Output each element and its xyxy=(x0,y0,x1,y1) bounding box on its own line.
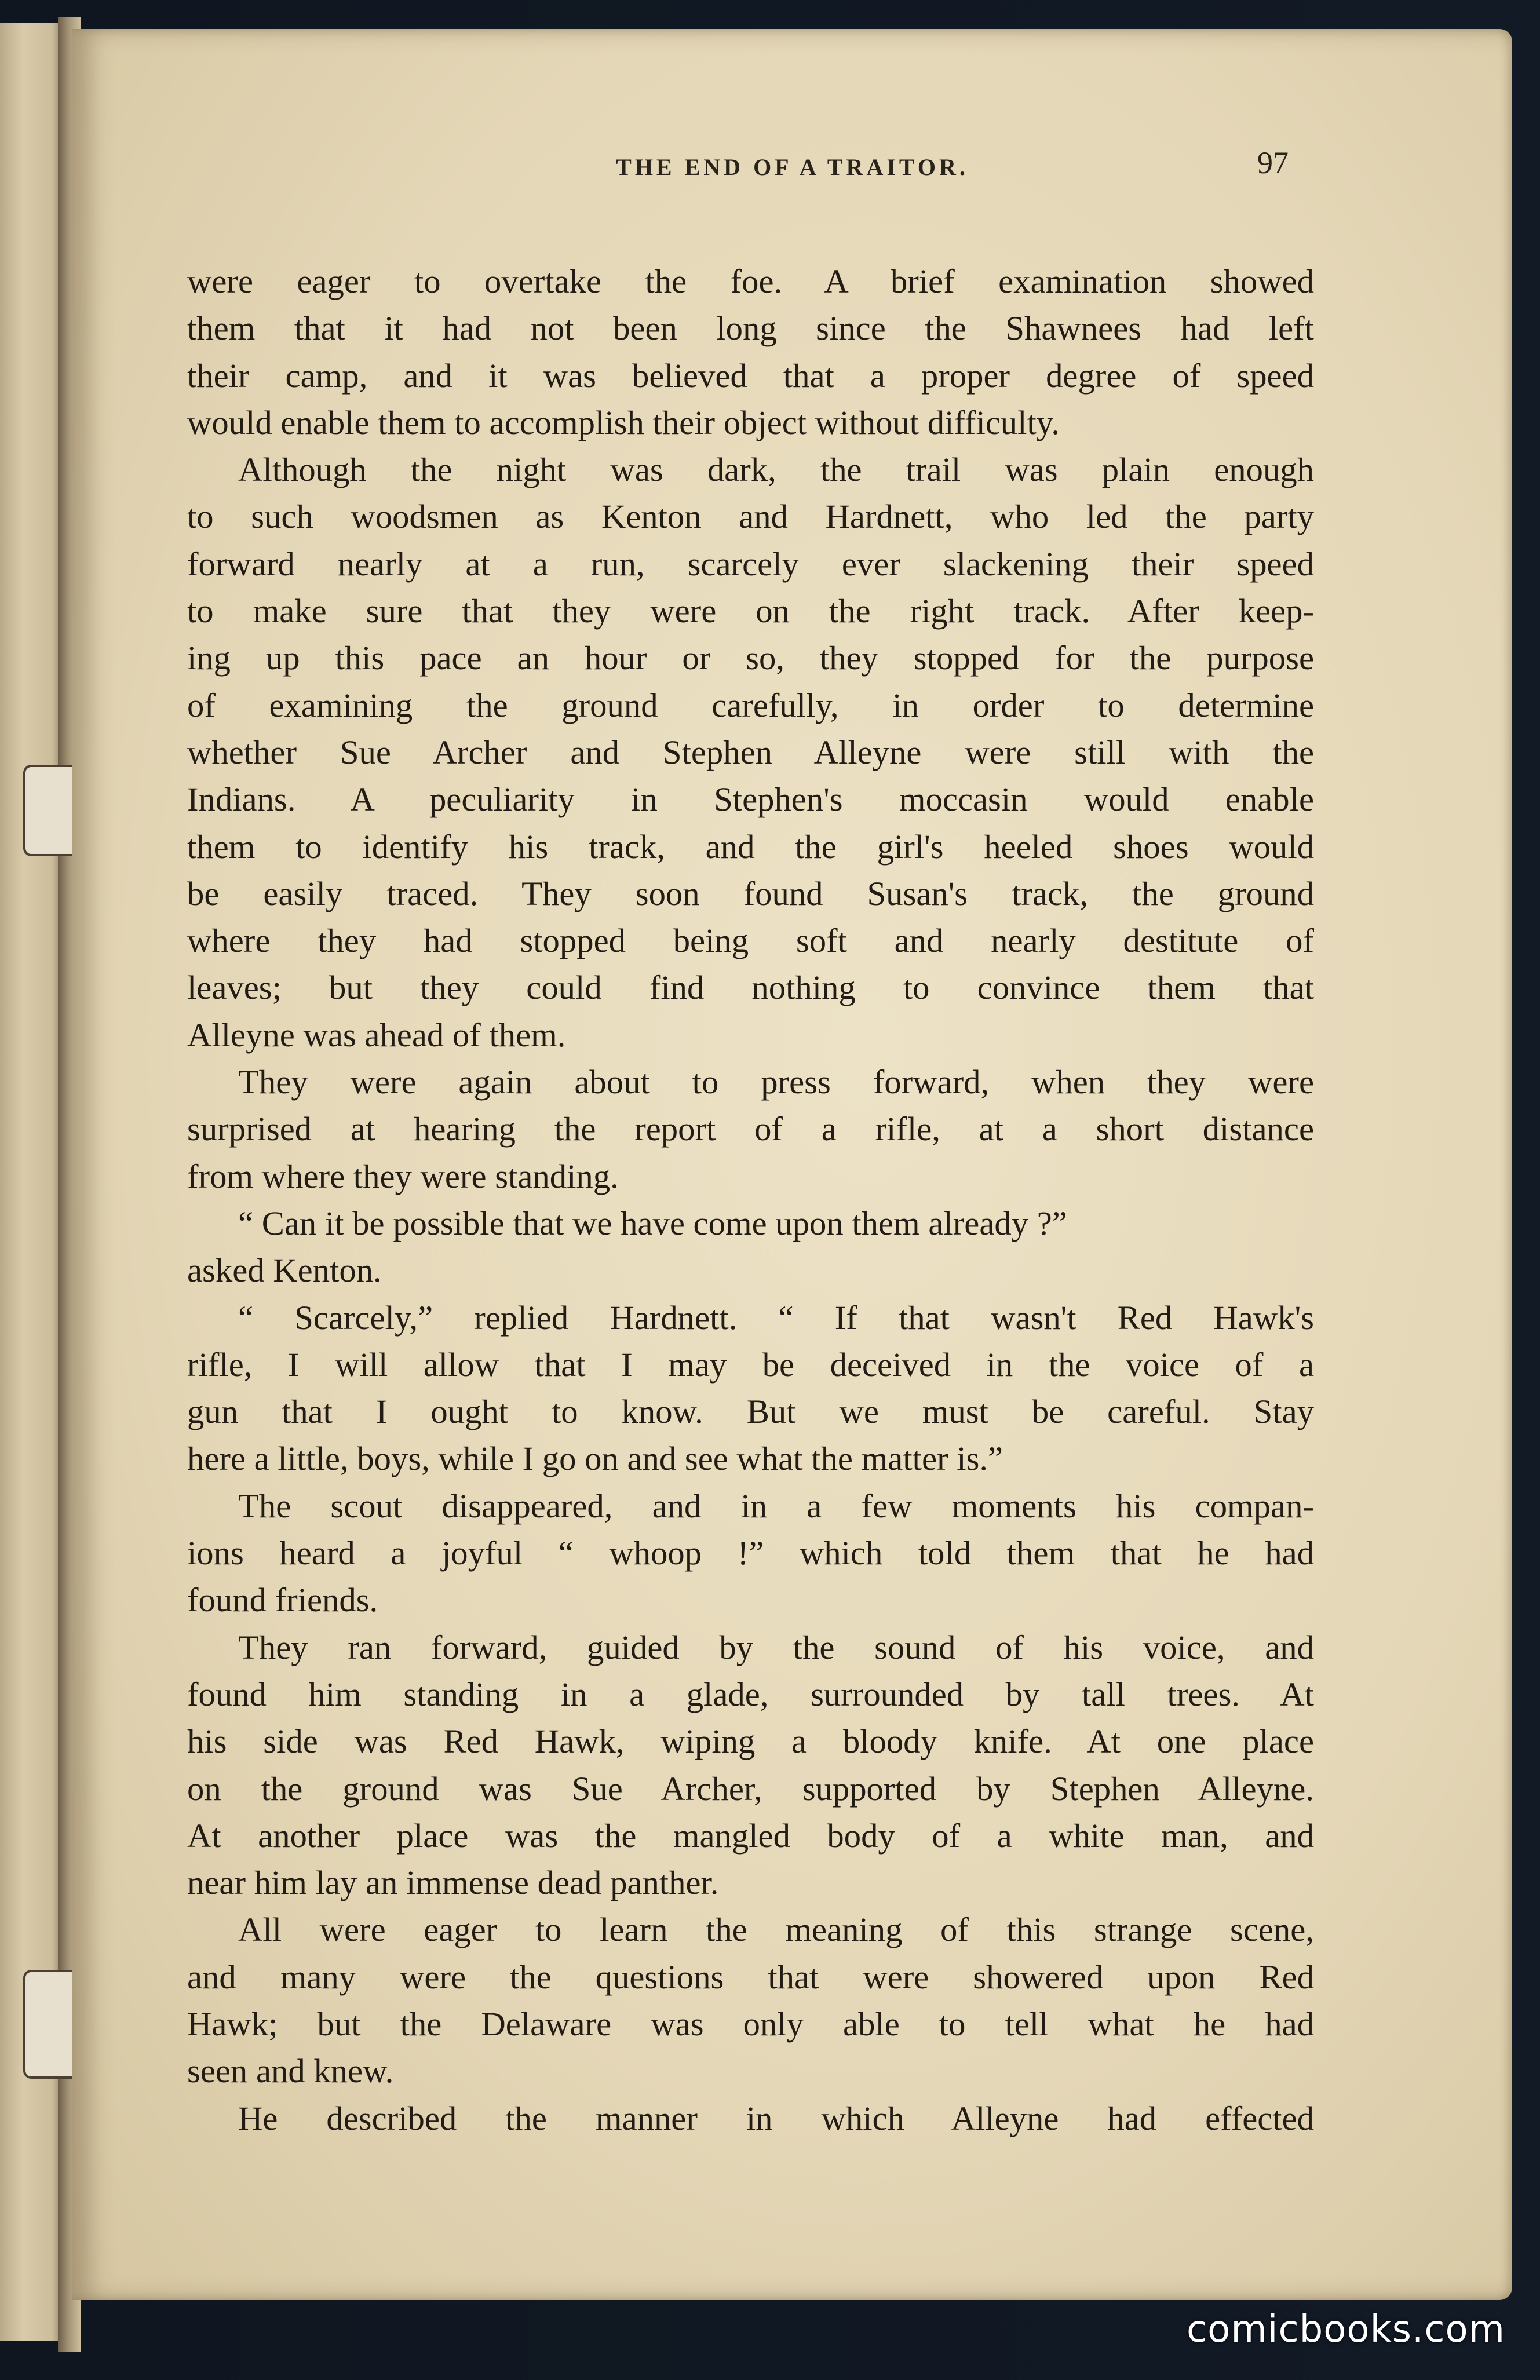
text-line: and many were the questions that were showered upon Red xyxy=(187,1958,1314,1996)
text-line: them to identify his track, and the girl's heeled shoes would xyxy=(187,827,1314,866)
text-line: Although the night was dark, the trail was plain enough xyxy=(238,451,1314,489)
text-line: were eager to overtake the foe. A brief examination showed xyxy=(187,262,1314,300)
text-line: on the ground was Sue Archer, supported by Stephen Alleyne. xyxy=(187,1769,1314,1808)
text-line: them that it had not been long since the Shawnees had left xyxy=(187,309,1314,348)
text-line: their camp, and it was believed that a proper degree of speed xyxy=(187,356,1314,395)
text-line: Alleyne was ahead of them. xyxy=(187,1016,566,1054)
text-line: He described the manner in which Alleyne had effected xyxy=(238,2099,1314,2137)
text-line: They ran forward, guided by the sound of his voice, and xyxy=(238,1628,1314,1666)
text-line: his side was Red Hawk, wiping a bloody knife. At one place xyxy=(187,1722,1314,1761)
text-line: found friends. xyxy=(187,1581,378,1619)
text-line: of examining the ground carefully, in order to determine xyxy=(187,686,1314,724)
text-line: seen and knew. xyxy=(187,2052,394,2090)
text-line: They were again about to press forward, when they were xyxy=(238,1063,1314,1101)
text-line: At another place was the mangled body of a white man, and xyxy=(187,1816,1314,1855)
text-line: “ Can it be possible that we have come upon them already ?” xyxy=(238,1204,1067,1242)
text-line: All were eager to learn the meaning of this strange scene, xyxy=(238,1911,1314,1949)
text-line: rifle, I will allow that I may be deceived in the voice of a xyxy=(187,1345,1314,1384)
text-line: gun that I ought to know. But we must be careful. Stay xyxy=(187,1393,1314,1431)
text-line: from where they were standing. xyxy=(187,1157,619,1195)
text-line: where they had stopped being soft and nearly destitute of xyxy=(187,922,1314,960)
body-text xyxy=(187,258,1314,2142)
text-line: would enable them to accomplish their object without difficulty. xyxy=(187,403,1060,441)
text-line: Hawk; but the Delaware was only able to tell what he had xyxy=(187,2005,1314,2043)
text-line: forward nearly at a run, scarcely ever slackening their speed xyxy=(187,545,1314,583)
text-line: here a little, boys, while I go on and see what the matter is.” xyxy=(187,1440,1003,1478)
text-line: near him lay an immense dead panther. xyxy=(187,1864,719,1902)
running-head: THE END OF A TRAITOR. xyxy=(616,154,969,180)
text-line: surprised at hearing the report of a rifle, at a short distance xyxy=(187,1110,1314,1148)
text-line: “ Scarcely,” replied Hardnett. “ If that wasn't Red Hawk's xyxy=(238,1298,1314,1337)
text-line: asked Kenton. xyxy=(187,1251,382,1290)
text-line: Indians. A peculiarity in Stephen's moccasin would enable xyxy=(187,780,1314,819)
text-line: leaves; but they could find nothing to convince them that xyxy=(187,969,1314,1007)
text-line: be easily traced. They soon found Susan's track, the ground xyxy=(187,874,1314,912)
page-number: 97 xyxy=(1257,145,1289,180)
text-line: to make sure that they were on the right track. After keep- xyxy=(187,592,1314,630)
text-line: whether Sue Archer and Stephen Alleyne were still with the xyxy=(187,733,1314,771)
text-line: to such woodsmen as Kenton and Hardnett, who led the party xyxy=(187,498,1314,536)
text-line: The scout disappeared, and in a few moments his compan- xyxy=(238,1487,1314,1525)
text-line: ing up this pace an hour or so, they stopped for the purpose xyxy=(187,639,1314,677)
book-page xyxy=(72,29,1512,2300)
site-watermark: comicbooks.com xyxy=(1186,2308,1505,2351)
text-line: ions heard a joyful “ whoop !” which told them that he had xyxy=(187,1534,1314,1572)
text-line: found him standing in a glade, surrounded by tall trees. At xyxy=(187,1675,1314,1713)
